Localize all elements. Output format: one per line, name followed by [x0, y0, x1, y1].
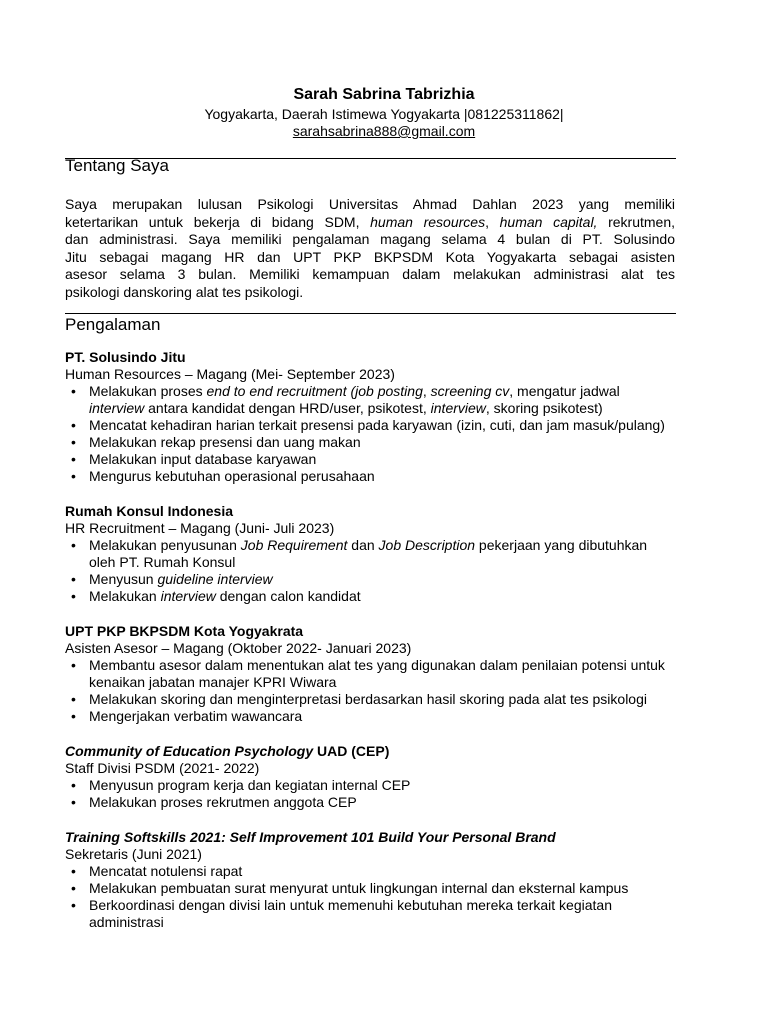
experience-role: HR Recruitment – Magang (Juni- Juli 2023) — [65, 520, 335, 536]
about-line: ketertarikan untuk bekerja di bidang SDM, human resources, human capital, rekrutmen, — [65, 213, 675, 230]
candidate-name: Sarah Sabrina Tabrizhia — [293, 86, 475, 103]
experience-bullet: • Mengurus kebutuhan operasional perusahaan — [65, 468, 665, 485]
experience-entry — [65, 623, 665, 725]
experience-entry — [65, 829, 665, 931]
experience-organization: UPT PKP BKPSDM Kota Yogyakrata — [65, 623, 304, 639]
about-line: dan administrasi. Saya memiliki pengalaman magang selama 4 bulan di PT. Solusindo — [65, 231, 675, 247]
experience-bullet: • Menyusun program kerja dan kegiatan internal CEP — [65, 777, 665, 794]
experience-bullet: • Mengerjakan verbatim wawancara — [65, 708, 665, 725]
section-title-about: Tentang Saya — [65, 156, 169, 175]
about-line: Saya merupakan lulusan Psikologi Universitas Ahmad Dahlan 2023 yang memiliki — [65, 196, 675, 212]
experience-organization: Training Softskills 2021: Self Improvement 101 Build Your Personal Brand — [65, 829, 556, 845]
experience-bullet: • Melakukan proses end to end recruitment (job posting, screening cv, mengatur jadwal interview antara kandidat dengan HRD/user, psikotest, interview, skoring psikotest) — [65, 383, 665, 417]
section-divider — [65, 313, 676, 314]
experience-bullet: • Membantu asesor dalam menentukan alat tes yang digunakan dalam penilaian potensi untuk kenaikan jabatan manajer KPRI Wiwara — [65, 657, 665, 691]
experience-role: Asisten Asesor – Magang (Oktober 2022- Januari 2023) — [65, 640, 412, 656]
experience-role: Staff Divisi PSDM (2021- 2022) — [65, 760, 260, 776]
experience-bullet: • Menyusun guideline interview — [65, 571, 665, 588]
contact-email-link[interactable]: sarahsabrina888@gmail.com — [292, 123, 476, 139]
contact-address-phone: Yogyakarta, Daerah Istimewa Yogyakarta |081225311862| — [204, 106, 564, 122]
experience-organization: Community of Education Psychology UAD (CEP) — [65, 743, 390, 759]
section-title-experience: Pengalaman — [65, 315, 161, 334]
experience-bullet: • Melakukan proses rekrutmen anggota CEP — [65, 794, 665, 811]
experience-entry — [65, 743, 665, 811]
experience-bullet: • Berkoordinasi dengan divisi lain untuk memenuhi kebutuhan mereka terkait kegiatan administrasi — [65, 897, 665, 931]
about-line: psikologi danskoring alat tes psikologi. — [65, 283, 304, 300]
experience-bullet: • Melakukan penyusunan Job Requirement dan Job Description pekerjaan yang dibutuhkan oleh PT. Rumah Konsul — [65, 537, 665, 571]
experience-role: Sekretaris (Juni 2021) — [65, 846, 202, 862]
experience-bullet: • Mencatat notulensi rapat — [65, 863, 665, 880]
experience-bullet: • Mencatat kehadiran harian terkait presensi pada karyawan (izin, cuti, dan jam masuk/pulang) — [65, 417, 665, 434]
about-paragraph — [65, 196, 675, 301]
experience-entry — [65, 349, 665, 485]
experience-role: Human Resources – Magang (Mei- September 2023) — [65, 366, 395, 382]
experience-organization: PT. Solusindo Jitu — [65, 349, 186, 365]
experience-organization: Rumah Konsul Indonesia — [65, 503, 234, 519]
about-line: asesor selama 3 bulan. Memiliki kemampuan dalam melakukan administrasi alat tes — [65, 266, 675, 282]
experience-entry — [65, 503, 665, 605]
experience-bullet: • Melakukan pembuatan surat menyurat untuk lingkungan internal dan eksternal kampus — [65, 880, 665, 897]
experience-bullet: • Melakukan skoring dan menginterpretasi berdasarkan hasil skoring pada alat tes psikologi — [65, 691, 665, 708]
experience-bullet: • Melakukan interview dengan calon kandidat — [65, 588, 665, 605]
experience-list — [65, 349, 665, 931]
experience-bullet: • Melakukan input database karyawan — [65, 451, 665, 468]
about-line: Jitu sebagai magang HR dan UPT PKP BKPSDM Kota Yogyakarta sebagai asisten — [65, 248, 675, 265]
experience-bullet: • Melakukan rekap presensi dan uang makan — [65, 434, 665, 451]
